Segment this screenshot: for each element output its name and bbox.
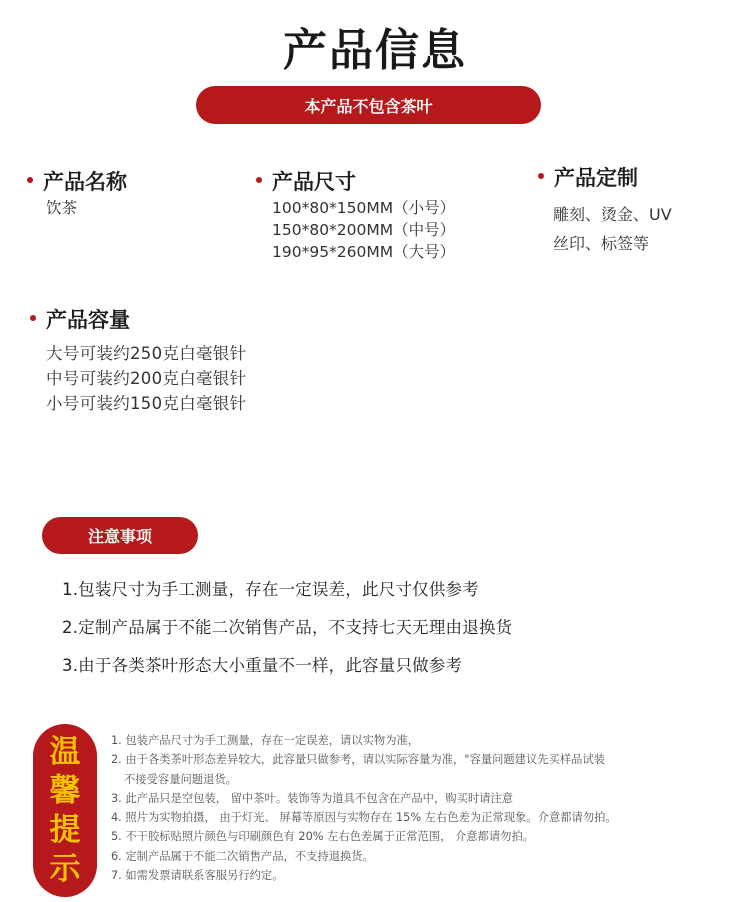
product-custom-list <box>553 200 672 258</box>
tip-line: 7. 如需发票请联系客服另行约定。 <box>111 869 284 883</box>
tip-line: 1. 包装产品尺寸为手工测量，存在一定误差，请以实物为准， <box>111 734 420 747</box>
product-size-line: 100*80*150MM（小号） <box>272 199 456 217</box>
product-size-heading-text: 产品尺寸 <box>272 170 356 194</box>
product-custom-line: 雕刻、烫金、UV <box>553 205 672 224</box>
notice-item: 3.由于各类茶叶形态大小重量不一样，此容量只做参考 <box>62 656 463 675</box>
product-capacity-heading <box>30 304 130 334</box>
notice-label <box>42 517 198 554</box>
page-title: 产品信息 <box>283 25 467 76</box>
notice-item: 2.定制产品属于不能二次销售产品，不支持七天无理由退换货 <box>62 618 513 637</box>
product-size-heading <box>256 166 356 196</box>
tips-badge-char: 提 <box>49 811 81 848</box>
no-tea-banner <box>196 86 541 124</box>
no-tea-banner-text: 本产品不包含茶叶 <box>304 96 433 116</box>
tips-badge-char: 馨 <box>49 772 81 809</box>
bullet-dot-icon <box>538 173 544 179</box>
product-capacity-line: 小号可装约150克白毫银针 <box>46 394 247 413</box>
tip-line: 不接受容量问题退货。 <box>124 772 237 786</box>
tips-badge <box>33 724 97 897</box>
product-size-line: 190*95*260MM（大号） <box>272 243 456 261</box>
product-capacity-heading-text: 产品容量 <box>46 308 130 332</box>
product-capacity-list <box>46 341 246 416</box>
product-name-value <box>46 197 77 219</box>
bullet-dot-icon <box>30 315 36 321</box>
bullet-dot-icon <box>256 177 262 183</box>
product-custom-heading <box>538 162 638 192</box>
product-size-list <box>272 197 455 263</box>
product-capacity-line: 中号可装约200克白毫银针 <box>46 369 247 388</box>
tips-list <box>111 731 741 885</box>
tips-badge-char: 温 <box>49 733 81 770</box>
product-name-line: 饮茶 <box>46 199 78 217</box>
product-custom-line: 丝印、标签等 <box>553 234 650 253</box>
product-size-line: 150*80*200MM（中号） <box>272 221 456 239</box>
bullet-dot-icon <box>27 177 33 183</box>
tip-line: 2. 由于各类茶叶形态差异较大，此容量只做参考，请以实际容量为准，"容量问题建议先买样品试装 <box>111 753 606 767</box>
product-name-heading-text: 产品名称 <box>43 170 127 194</box>
tip-line: 5. 不干胶标贴照片颜色与印刷颜色有 20% 左右色差属于正常范围， 介意都请勿拍。 <box>111 830 535 844</box>
tip-line: 4. 照片为实物拍摄， 由于灯光、 屏幕等原因与实物存在 15% 左右色差为正常现象。介意都请勿拍。 <box>111 811 617 825</box>
product-name-heading <box>27 166 127 196</box>
tip-line: 6. 定制产品属于不能二次销售产品，不支持退换货。 <box>111 849 374 863</box>
tips-badge-char: 示 <box>49 850 81 887</box>
notice-item: 1.包装尺寸为手工测量，存在一定误差，此尺寸仅供参考 <box>62 580 479 599</box>
product-custom-heading-text: 产品定制 <box>554 166 638 190</box>
notice-label-text: 注意事项 <box>87 527 152 546</box>
product-capacity-line: 大号可装约250克白毫银针 <box>46 344 247 363</box>
tip-line: 3. 此产品只是空包装， 留中茶叶。装饰等为道具不包含在产品中，购买时请注意 <box>111 791 514 805</box>
